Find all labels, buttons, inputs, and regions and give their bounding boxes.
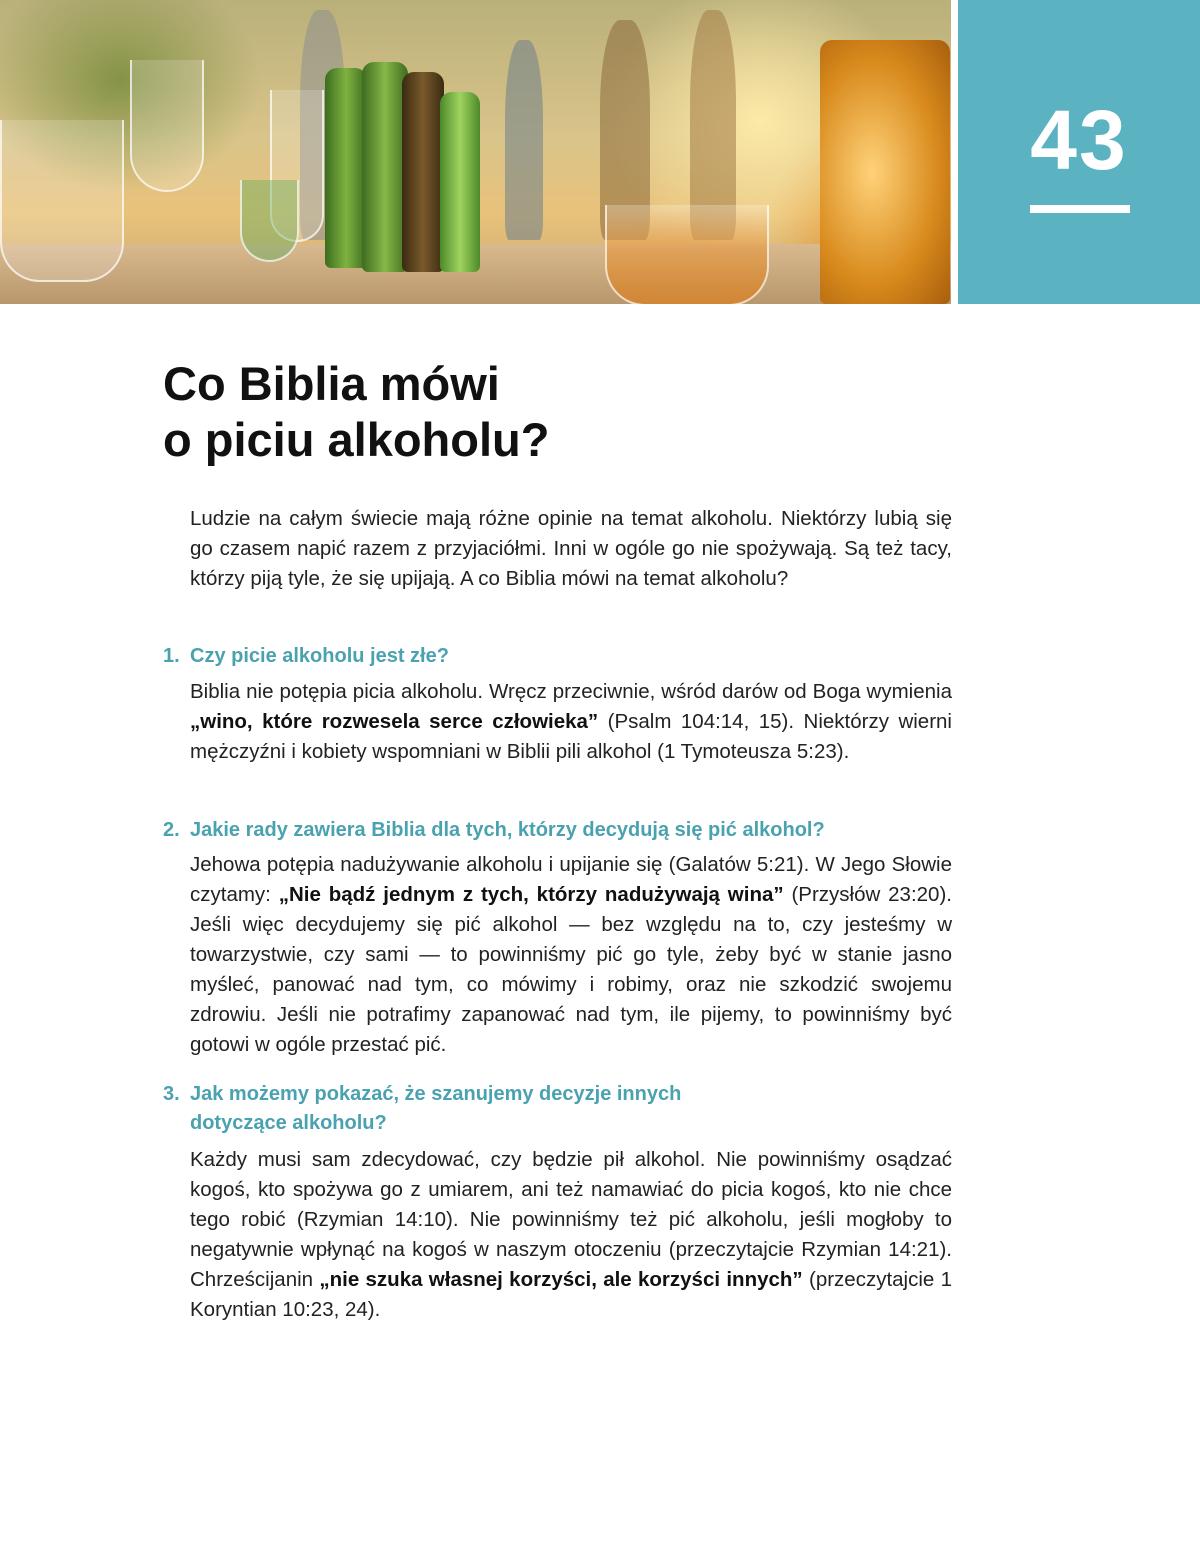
question-number: 1. [163, 645, 180, 667]
green-bottle [325, 68, 367, 268]
question-number: 2. [163, 819, 180, 841]
intro-paragraph: Ludzie na całym świecie mają różne opinie na temat alkoholu. Niektórzy lubią się go czasem napić razem z przyjaciółmi. Inni w ogóle go nie spożywają. Są też tacy, którzy piją tyle, że się upijają. A co Biblia mówi na temat alkoholu? [190, 507, 952, 590]
wine-glass [130, 60, 204, 192]
answer-text: Biblia nie potępia picia alkoholu. Wręcz przeciwnie, wśród darów od Boga wymienia [190, 680, 952, 703]
question-text: Jak możemy pokazać, że szanujemy decyzje innych [190, 1083, 682, 1105]
scripture-quote: „nie szuka własnej korzyści, ale korzyści innych” [319, 1268, 803, 1291]
beer-glass [605, 205, 769, 304]
chapter-underline [1030, 205, 1130, 213]
scripture-quote: „wino, które rozwesela serce człowieka” [190, 710, 599, 733]
green-glass [240, 180, 299, 262]
water-glass [0, 120, 124, 282]
title-line-1: Co Biblia mówi [163, 357, 500, 410]
question-number: 3. [163, 1083, 180, 1105]
answer-text: (Przysłów 23:20). Jeśli więc decydujemy się pić alkohol — bez względu na to, czy jesteśmy w towarzystwie, czy sami — to powinniśmy pić go tyle, żeby być w stanie jasno myśleć, panować nad tym, co mówimy i robimy, oraz nie szkodzić swojemu zdrowiu. Jeśli nie potrafimy zapanować nad tym, ile pijemy, to powinniśmy być gotowi w ogóle przestać pić. [190, 883, 952, 1056]
question-heading-2 [163, 816, 825, 845]
question-heading-3 [163, 1080, 681, 1138]
answer-paragraph-3 [190, 1145, 952, 1325]
answer-text: (przeczytajcie 1 Koryntian 10:23, 24). [190, 1268, 953, 1321]
chapter-number: 43 [1030, 93, 1128, 187]
answer-paragraph-1 [190, 677, 952, 767]
green-bottle [440, 92, 480, 272]
header-photo [0, 0, 951, 304]
brown-bottle [402, 72, 444, 272]
scripture-quote: „Nie bądź jednym z tych, którzy nadużywają wina” [278, 883, 784, 906]
answer-paragraph-2 [190, 850, 952, 1060]
answer-text: (Psalm 104:14, 15). Niektórzy wierni mężczyźni i kobiety wspomniani w Biblii pili alkohol (1 Tymoteusza 5:23). [190, 710, 952, 763]
question-text: Jakie rady zawiera Biblia dla tych, którzy decydują się pić alkohol? [190, 819, 825, 841]
question-text-continued: dotyczące alkoholu? [190, 1112, 387, 1134]
page-title [163, 356, 923, 468]
title-line-2: o piciu alkoholu? [163, 413, 550, 466]
question-heading-1 [163, 642, 449, 671]
answer-text: Każdy musi sam zdecydować, czy będzie pił alkohol. Nie powinniśmy osądzać kogoś, kto spożywa go z umiarem, ani też namawiać do picia kogoś, kto nie chce tego robić (Rzymian 14:10). Nie powinniśmy też pić alkoholu, jeśli mogłoby to negatywnie wpłynąć na kogoś w naszym otoczeniu (przeczytajcie Rzymian 14:21). Chrześcijanin [190, 1148, 952, 1291]
question-text: Czy picie alkoholu jest złe? [190, 645, 449, 667]
amber-bottle [820, 40, 950, 304]
person-silhouette [505, 40, 543, 240]
answer-text: Jehowa potępia nadużywanie alkoholu i upijanie się (Galatów 5:21). W Jego Słowie czytamy: [190, 853, 952, 906]
chapter-tab [958, 0, 1200, 304]
